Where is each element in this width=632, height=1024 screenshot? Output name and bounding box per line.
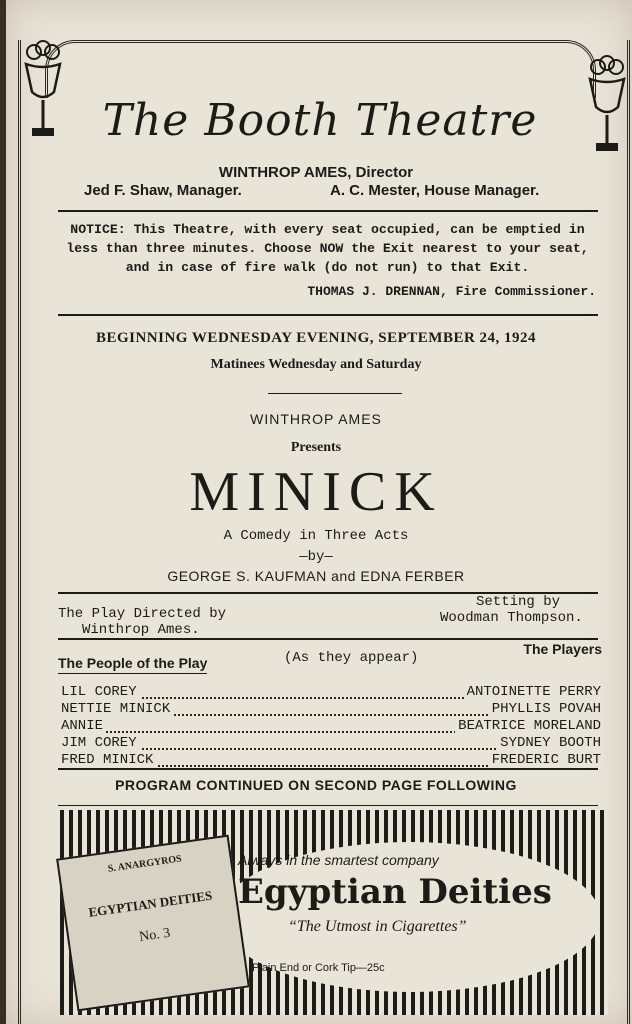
ad-brand: Egyptian Deities bbox=[238, 872, 552, 912]
opening-date: BEGINNING WEDNESDAY EVENING, SEPTEMBER 24, 1924 bbox=[95, 330, 537, 346]
divider bbox=[58, 805, 598, 806]
cast-actor: SYDNEY BOOTH bbox=[497, 735, 604, 751]
cigarette-box-illustration bbox=[56, 835, 250, 1012]
matinee-schedule: Matinees Wednesday and Saturday bbox=[210, 357, 422, 372]
box-maker: S. ANARGYROS bbox=[107, 853, 183, 875]
manager-line: Jed F. Shaw, Manager. bbox=[84, 182, 242, 199]
by-label: —by— bbox=[299, 549, 333, 565]
urn-ornament-right-icon bbox=[582, 55, 632, 155]
authors: GEORGE S. KAUFMAN and EDNA FERBER bbox=[167, 568, 465, 584]
cast-actor: ANTOINETTE PERRY bbox=[464, 684, 604, 700]
divider bbox=[58, 768, 598, 770]
ad-price: Plain End or Cork Tip—25c bbox=[252, 962, 385, 974]
ad-tagline: Always in the smartest company bbox=[238, 852, 439, 868]
box-brand: EGYPTIAN DEITIES bbox=[87, 887, 214, 920]
divider bbox=[58, 638, 598, 640]
play-subtitle: A Comedy in Three Acts bbox=[223, 528, 409, 544]
appear-note: (As they appear) bbox=[284, 650, 419, 666]
fire-notice: NOTICE: This Theatre, with every seat occupied, can be emptied in less than three minutes. Choose NOW the Exit nearest to your seat, and in case of fire walk (do not run) to that Exit. bbox=[66, 222, 589, 275]
director-credit-line1: The Play Directed by bbox=[58, 606, 227, 622]
cast-row bbox=[58, 684, 604, 702]
setting-credit-line2: Woodman Thompson. bbox=[440, 610, 583, 626]
setting-credit-line1: Setting by bbox=[476, 594, 561, 610]
presents-label: Presents bbox=[290, 440, 342, 455]
house-manager-line: A. C. Mester, House Manager. bbox=[330, 182, 540, 199]
divider bbox=[58, 210, 598, 212]
people-heading: The People of the Play bbox=[58, 655, 207, 674]
players-heading: The Players bbox=[523, 641, 602, 657]
theatre-name: The Booth Theatre bbox=[102, 95, 538, 146]
cast-actor: FREDERIC BURT bbox=[489, 752, 604, 768]
divider bbox=[58, 314, 598, 316]
cast-row bbox=[58, 735, 604, 753]
cast-actor: PHYLLIS POVAH bbox=[489, 701, 604, 717]
decorative-border-top bbox=[45, 40, 596, 98]
short-divider bbox=[268, 393, 402, 394]
ad-slogan: “The Utmost in Cigarettes” bbox=[288, 918, 467, 935]
director-line: WINTHROP AMES, Director bbox=[218, 164, 414, 181]
cast-role: NETTIE MINICK bbox=[58, 701, 173, 717]
cast-role: ANNIE bbox=[58, 718, 106, 734]
continued-note: PROGRAM CONTINUED ON SECOND PAGE FOLLOWING bbox=[115, 777, 517, 793]
cast-role: LIL COREY bbox=[58, 684, 140, 700]
producer-name: WINTHROP AMES bbox=[250, 411, 382, 427]
box-number: No. 3 bbox=[138, 925, 172, 945]
cast-actor: BEATRICE MORELAND bbox=[455, 718, 604, 734]
fire-commissioner-signature: THOMAS J. DRENNAN, Fire Commissioner. bbox=[307, 284, 596, 299]
cast-role: FRED MINICK bbox=[58, 752, 156, 768]
cast-role: JIM COREY bbox=[58, 735, 140, 751]
cast-row bbox=[58, 718, 604, 736]
cast-row bbox=[58, 701, 604, 719]
play-title: MINICK bbox=[189, 461, 443, 523]
director-credit-line2: Winthrop Ames. bbox=[82, 622, 200, 638]
